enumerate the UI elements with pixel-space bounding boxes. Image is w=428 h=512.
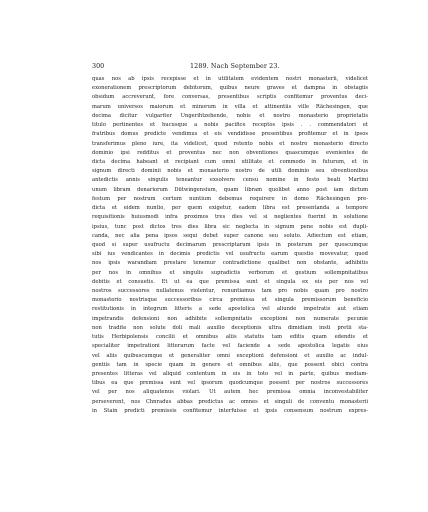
- text-line: tutis Herbipolensis concilii et omnibus aliis statutis tam editis quam edendis et: [92, 334, 368, 341]
- text-line: canda, nec alia pena ipsos sequi debet super canone seu soluto. Adiectum est etiam,: [92, 232, 368, 239]
- text-line: nos ipsis warandiam prestare tenemur contradictione qualibet non obstante, adhibitis: [92, 260, 368, 267]
- text-line: ipsius, tunc post dictos tres dies libra sic neglecta in signum pene nobis est dupli-: [92, 223, 368, 230]
- text-line: fratribus domus predicte vendimus et eis vendidisse presentibus profitemur et in ipsos: [92, 131, 368, 138]
- text-line: requisitionis huiusmodi infra proximos tres dies vel si neglientes fuerint in solutione: [92, 214, 368, 221]
- text-line: antedictis annis singulis teneantur exsolvere censu nomine in festo beati Martini: [92, 177, 368, 184]
- text-line: decima dicitur vulgariter Ungerihtzehende, nobis et nostro monasterio proprietatis: [92, 112, 368, 119]
- page-header: [92, 62, 368, 72]
- text-line: quas nos ab ipsis recepisse et in utilitatem evidentem nostri monasterii, videlicet: [92, 76, 368, 82]
- text-line: vel per nos aliquatenus violari. Ut autem hec premissa omnia inconvestabiliter: [92, 389, 368, 396]
- text-line: marum universos maiorum et minorum in villa et attinentiis ville Rächesingen, que: [92, 103, 368, 110]
- text-line: presentes litteras vel aliquid contentum in eis in toto vel in parte, quibus mediam-: [92, 371, 368, 377]
- text-line: obsidum accreverunt, fore conversas, presentibus scriptis confitemur proventus deci-: [92, 94, 368, 101]
- text-line: per nos in omnibus et singulis supradictis verborum et gestium sollempnitatibus: [92, 269, 368, 276]
- page-number: 300: [92, 62, 105, 70]
- text-line: debitis et consuetis. Et ut ea que premissa sunt et singula ex eis per nos vel: [92, 278, 368, 285]
- running-head: 1289. Nach September 23.: [190, 62, 280, 70]
- text-line: dicta et eidem nuntio, per quem exigetur, eadem libra est presentanda a tempore: [92, 205, 368, 212]
- text-line: impetrandis defensioni non adhibite sollempnitatis exceptioni non numerate pecunie: [92, 315, 368, 322]
- text-line: dicta decima habeant et recipiant cum omni utilitate et commodo in futurum, et in: [92, 158, 368, 165]
- body-text: [92, 75, 368, 416]
- text-line: signum directi dominii nobis et monasterio nostro de utili dominio seu obventionibus: [92, 168, 368, 175]
- text-line: vel aliis quibuscumque et generaliter omni exceptioni defensioni et auxilio ac indul-: [92, 352, 368, 359]
- text-line: quod si super usufructu decimarum prescriptarum ipsis in posterum per quoscumque: [92, 241, 368, 248]
- text-line: unum libram denariorum Dütwingensium, quam libram quolibet anno post iam dictum: [92, 186, 368, 193]
- text-line: specialiter impetrationi litterarum facte vel faciende a sede apostolica legatis eius: [92, 343, 368, 350]
- text-line: nostros successores nullatenus violentur, renuntiamus tam pro nobis quam pro nostro: [92, 288, 368, 295]
- text-line: perseverent, nos Chnradus abbas predictus ac omnes et singuli de conventu monasterii: [92, 398, 368, 405]
- text-line: tibus ea que premissa sunt vel ipsorum quodcumque possent per nostros successores: [92, 380, 368, 387]
- text-line: titulo pertinentes et hucusque a nobis pacifice receptos ipsis . . commendatori et: [92, 122, 368, 129]
- text-line: gentiis tam in specie quam in genere et omnibus aliis, que possent obici contra: [92, 361, 368, 368]
- text-line: in Stain predicti premissis confitemur interfuisse et ipsis consensum nostrum expres-: [92, 407, 368, 414]
- text-line: exonerationem prescriptorum debitorum, quibus neure graves et dampna in obstagiis: [92, 85, 368, 92]
- text-line: dominio ipsi redditus et proventus nec non obventiones quascumque evenientes de: [92, 149, 368, 156]
- text-line: festum per nostrum certum nuntium debemus requirere in domo Rächesingen pre-: [92, 195, 368, 202]
- text-line: sibi ius vendicantes in decimis predictis vel usufructu earum questio movevatur, quod: [92, 251, 368, 258]
- text-line: restitutionis in integrum litteris a sede apostolica vel aliunde impetratis aut etiam: [92, 306, 368, 313]
- text-line: non tradite non solute doli mali auxilio deceptionis ultra dimidiam insti pretii sta-: [92, 324, 368, 331]
- text-line: transferimus pleno iure, ita videlicet, quod retento nobis et nostro monasterio directo: [92, 140, 368, 147]
- text-line: monasterio nostrisque successoribus circa premissa et singula premissorum beneficio: [92, 297, 368, 304]
